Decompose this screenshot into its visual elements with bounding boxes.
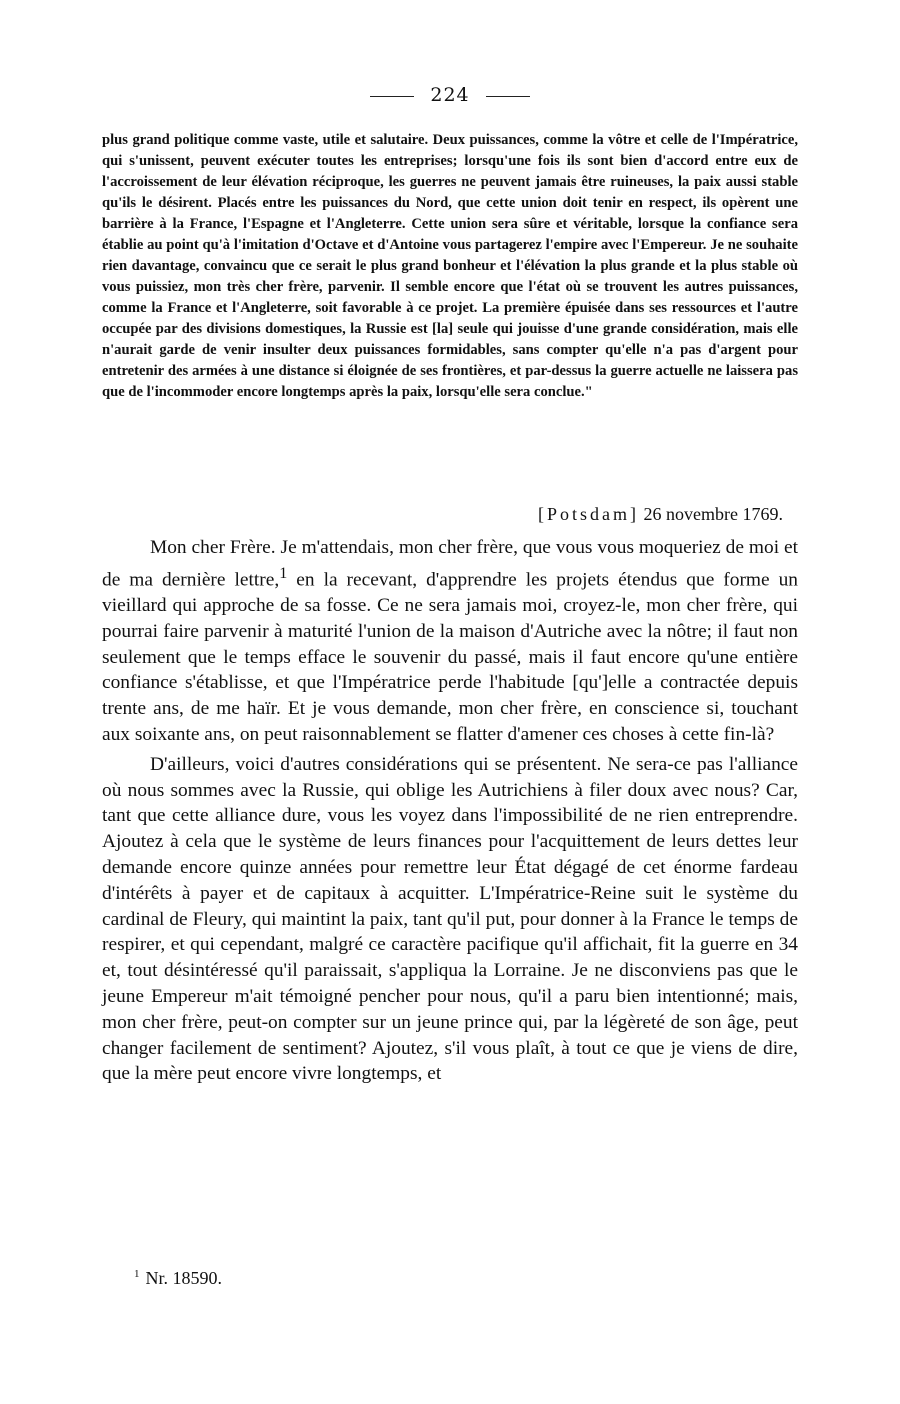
page-header (0, 84, 900, 106)
footnote-marker: 1 (134, 1268, 140, 1280)
body-paragraph-1 (102, 535, 798, 748)
paragraph-1-rest: en la recevant, d'apprendre les projets étendus que forme un vieillard qui approche de sa fosse. Ce ne sera jamais moi, croyez-le, mon cher frère, qui pourrai faire parvenir à maturité l'union de la maison d'Autriche avec la nôtre; il faut non seulement que le temps efface le souvenir du passé, mais il faut encore qu'une entière confiance s'établisse, et que l'Impératrice perde l'habitude [qu']elle a contractée depuis trente ans, de me haïr. Et je vous demande, mon cher frère, en conscience si, touchant aux soixante ans, on peut raisonnablement se flatter d'amener ces choses à cette fin-là? (102, 569, 798, 746)
paragraph-1-start: Mon cher Frère. Je m'attendais, mon cher frère, que vous vous moqueriez de moi et de ma dernière lettre, (102, 537, 798, 591)
letter-conclusion-paragraph: plus grand politique comme vaste, utile et salutaire. Deux puissances, comme la vôtre et celle de l'Impératrice, qui s'unissent, peuvent exécuter toutes les entreprises; lorsqu'une fois ils sont bien d'accord entre eux de l'accroissement de leur élévation réciproque, les guerres ne peuvent jamais être ruineuses, la paix aussi stable qu'ils le désirent. Placés entre les puissances du Nord, que cette union doit tenir en respect, ils opèrent une barrière à la France, l'Espagne et l'Angleterre. Cette union sera sûre et véritable, lorsque la confiance sera établie au point qu'à l'imitation d'Octave et d'Antoine vous partagerez l'empire avec l'Empereur. Je ne souhaite rien davantage, convaincu que ce serait le plus grand bonheur et l'élévation la plus grande et la plus stable où vous puissiez, mon très cher frère, parvenir. Il semble encore que l'état où se trouvent les autres puissances, comme la France et l'Angleterre, soit favorable à ce projet. La première épuisée dans ses ressources et l'autre occupée par des divisions domestiques, la Russie est [la] seule qui jouisse d'une grande considération, mais elle n'aurait garde de venir insulter deux puissances formidables, sans compter qu'elle n'a pas d'argent pour entretenir des armées à une distance si éloignée de ses frontières, et par-dessus la guerre actuelle ne laissera pas que de l'incommoder encore longtemps après la paix, lorsqu'elle sera conclue." (102, 132, 798, 400)
header-rule-left (370, 96, 414, 97)
dateline-place: [Potsdam] (538, 504, 640, 524)
page-number: 224 (430, 84, 470, 106)
footnote-reference: 1 (279, 564, 288, 582)
letter-dateline (0, 504, 783, 525)
footnote-text: Nr. 18590. (145, 1268, 222, 1288)
header-rule-right (486, 96, 530, 97)
letter-body (102, 535, 798, 1087)
body-paragraph-2: D'ailleurs, voici d'autres considérations qui se présentent. Ne sera-ce pas l'alliance où nous sommes avec la Russie, qui oblige les Autrichiens à filer doux avec nous? Car, tant que cette alliance dure, vous les voyez dans l'impossibilité de ne rien entreprendre. Ajoutez à cela que le système de leurs finances pour l'acquittement de leurs dettes leur demande encore quinze années pour remettre leur État dégagé de cet énorme fardeau d'intérêts à payer et de capitaux à acquitter. L'Impératrice-Reine suit le système du cardinal de Fleury, qui maintint la paix, tant qu'il put, pour donner à la France le temps de respirer, et qui cependant, malgré ce caractère pacifique qu'il affichait, fit la guerre en 34 et, tout désintéressé qu'il paraissait, s'appliqua la Lorraine. Je ne disconviens pas que le jeune Empereur m'ait témoigné pencher pour nous, qu'il a paru bien intentionné; mais, mon cher frère, peut-on compter sur un jeune prince qui, par la légèreté de son âge, peut changer facilement de sentiment? Ajoutez, s'il vous plaît, à tout ce que je viens de dire, que la mère peut encore vivre longtemps, et (102, 753, 798, 1085)
footnote (134, 1268, 222, 1289)
dateline-date: 26 novembre 1769. (643, 504, 783, 524)
